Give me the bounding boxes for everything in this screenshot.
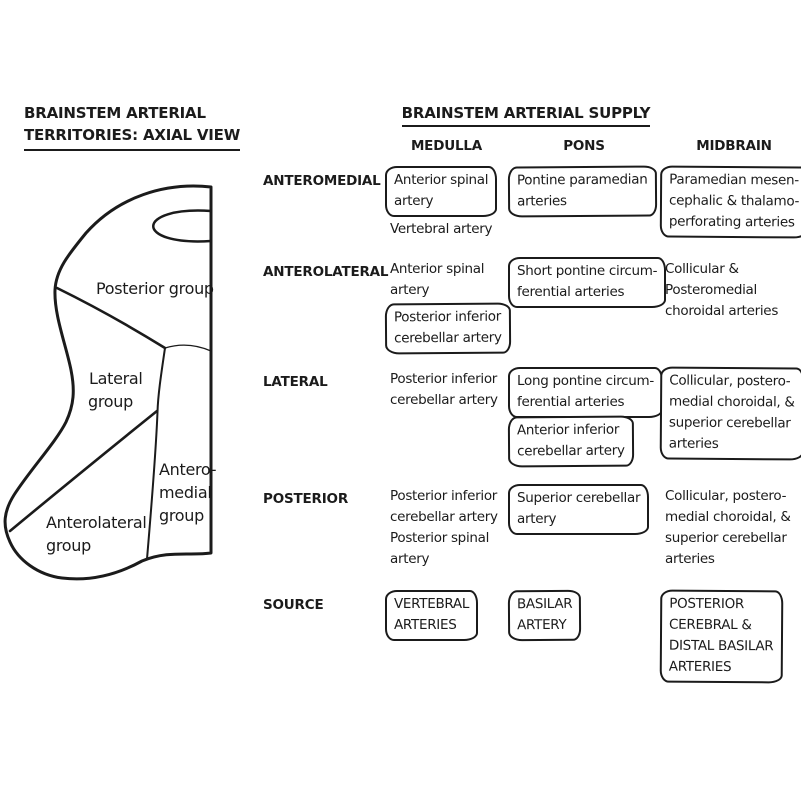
cell-medulla: [385, 484, 508, 572]
artery-line: Pontine paramedian: [516, 171, 648, 189]
artery-line: Collicular, postero-: [665, 488, 787, 504]
artery-box: [508, 590, 582, 642]
artery-line: Paramedian mesen-: [669, 171, 799, 189]
artery-line: Anterior spinal: [390, 261, 485, 277]
artery-line: arteries: [517, 193, 567, 210]
table-row-source: [263, 590, 801, 683]
artery-line: Posterior inferior: [390, 488, 498, 504]
artery-line: cephalic & thalamo-: [668, 192, 800, 210]
artery-line: Collicular &: [665, 261, 739, 277]
fourth-ventricle-outline: [153, 211, 211, 242]
artery-box: [508, 257, 666, 308]
artery-box: [385, 166, 497, 217]
artery-line: cerebellar artery: [394, 329, 502, 347]
artery-line: ARTERIES: [668, 658, 732, 676]
artery-box: [508, 165, 657, 217]
anteromedial-divider: [147, 348, 165, 559]
header-midbrain: MIDBRAIN: [696, 138, 772, 154]
label-lateral-group-line2: group: [88, 392, 133, 411]
table-row-lateral: [263, 367, 801, 467]
artery-line: Anterior inferior: [516, 421, 620, 439]
cell-pons: [508, 484, 660, 535]
cell-midbrain: [660, 257, 801, 324]
left-title-line1: BRAINSTEM ARTERIAL: [24, 104, 206, 122]
artery-line: artery: [517, 511, 557, 527]
artery-line: arteries: [668, 435, 719, 452]
cell-medulla: [385, 590, 508, 641]
artery-line: perforating arteries: [668, 213, 795, 231]
table-header-row: [263, 138, 801, 154]
artery-box: [385, 303, 511, 355]
artery-line: cerebellar artery: [390, 392, 498, 408]
artery-text: [385, 217, 508, 242]
cell-pons: [508, 257, 660, 308]
artery-box: [508, 416, 634, 468]
artery-line: Collicular, postero-: [669, 372, 791, 390]
row-label: LATERAL: [263, 374, 328, 390]
cell-pons: [508, 590, 660, 641]
artery-line: Anterior spinal: [394, 172, 489, 188]
artery-text: [660, 484, 801, 572]
table-row-anteromedial: [263, 166, 801, 242]
artery-line: VERTEBRAL: [394, 596, 470, 612]
cell-medulla: [385, 367, 508, 413]
artery-line: CEREBRAL &: [669, 616, 752, 634]
artery-line: medial choroidal, &: [665, 509, 791, 525]
cell-pons: [508, 166, 660, 217]
label-posterior-group: Posterior group: [96, 279, 214, 298]
artery-line: POSTERIOR: [669, 595, 745, 613]
artery-line: arteries: [665, 551, 715, 567]
artery-line: Posterior inferior: [393, 308, 502, 326]
label-anteromedial-group-line3: group: [159, 506, 204, 525]
artery-box: [508, 484, 649, 535]
artery-line: artery: [390, 551, 430, 567]
artery-line: medial choroidal, &: [669, 393, 795, 411]
artery-text: [385, 257, 508, 303]
row-label: ANTEROMEDIAL: [263, 173, 381, 189]
artery-box: [660, 590, 783, 684]
row-label: ANTEROLATERAL: [263, 264, 389, 280]
artery-line: artery: [390, 282, 430, 298]
cell-midbrain: [660, 590, 801, 683]
artery-line: ARTERIES: [394, 617, 457, 633]
artery-line: Posteromedial: [665, 282, 757, 298]
left-title-line2: TERRITORIES: AXIAL VIEW: [24, 124, 240, 151]
row-label: SOURCE: [263, 597, 324, 613]
artery-line: choroidal arteries: [665, 303, 779, 319]
artery-line: ferential arteries: [517, 394, 625, 410]
brainstem-axial-diagram: [0, 170, 260, 590]
label-lateral-group-line1: Lateral: [89, 369, 143, 388]
artery-box: [508, 367, 663, 418]
posterior-anteromedial-divider: [165, 345, 211, 351]
cell-medulla: [385, 166, 508, 242]
artery-line: ARTERY: [517, 616, 567, 634]
label-anteromedial-group-line1: Antero-: [159, 460, 217, 479]
header-medulla: MEDULLA: [410, 138, 483, 154]
artery-line: cerebellar artery: [390, 509, 498, 525]
artery-text: [660, 257, 801, 324]
cell-midbrain: [660, 484, 801, 572]
artery-line: superior cerebellar: [668, 414, 791, 432]
artery-line: Long pontine circum-: [517, 373, 654, 389]
label-anteromedial-group-line2: medial: [159, 483, 212, 502]
artery-line: Short pontine circum-: [517, 263, 658, 279]
artery-line: BASILAR: [516, 595, 573, 613]
artery-box: [660, 165, 801, 238]
artery-line: superior cerebellar: [665, 530, 787, 546]
row-label: POSTERIOR: [263, 491, 349, 507]
artery-text: [385, 367, 508, 413]
table-row-posterior: [263, 484, 801, 572]
artery-line: Posterior spinal: [390, 530, 490, 546]
artery-box: [385, 590, 478, 641]
artery-line: artery: [394, 193, 434, 209]
cell-midbrain: [660, 367, 801, 460]
cell-pons: [508, 367, 660, 467]
cell-medulla: [385, 257, 508, 354]
table-title: BRAINSTEM ARTERIAL SUPPLY: [402, 104, 651, 127]
left-panel-title: [24, 102, 240, 151]
label-anterolateral-group-line1: Anterolateral: [46, 513, 147, 532]
artery-box: [660, 366, 801, 460]
cell-midbrain: [660, 166, 801, 238]
artery-line: Vertebral artery: [390, 221, 493, 237]
table-row-anterolateral: [263, 257, 801, 354]
artery-line: DISTAL BASILAR: [668, 637, 774, 655]
artery-line: Posterior inferior: [390, 371, 498, 387]
header-pons: PONS: [563, 138, 605, 154]
artery-line: ferential arteries: [517, 284, 625, 300]
artery-text: [385, 484, 508, 572]
artery-line: Superior cerebellar: [517, 490, 641, 506]
artery-line: cerebellar artery: [517, 442, 625, 460]
table-title-wrap: [385, 104, 667, 127]
label-anterolateral-group-line2: group: [46, 536, 91, 555]
